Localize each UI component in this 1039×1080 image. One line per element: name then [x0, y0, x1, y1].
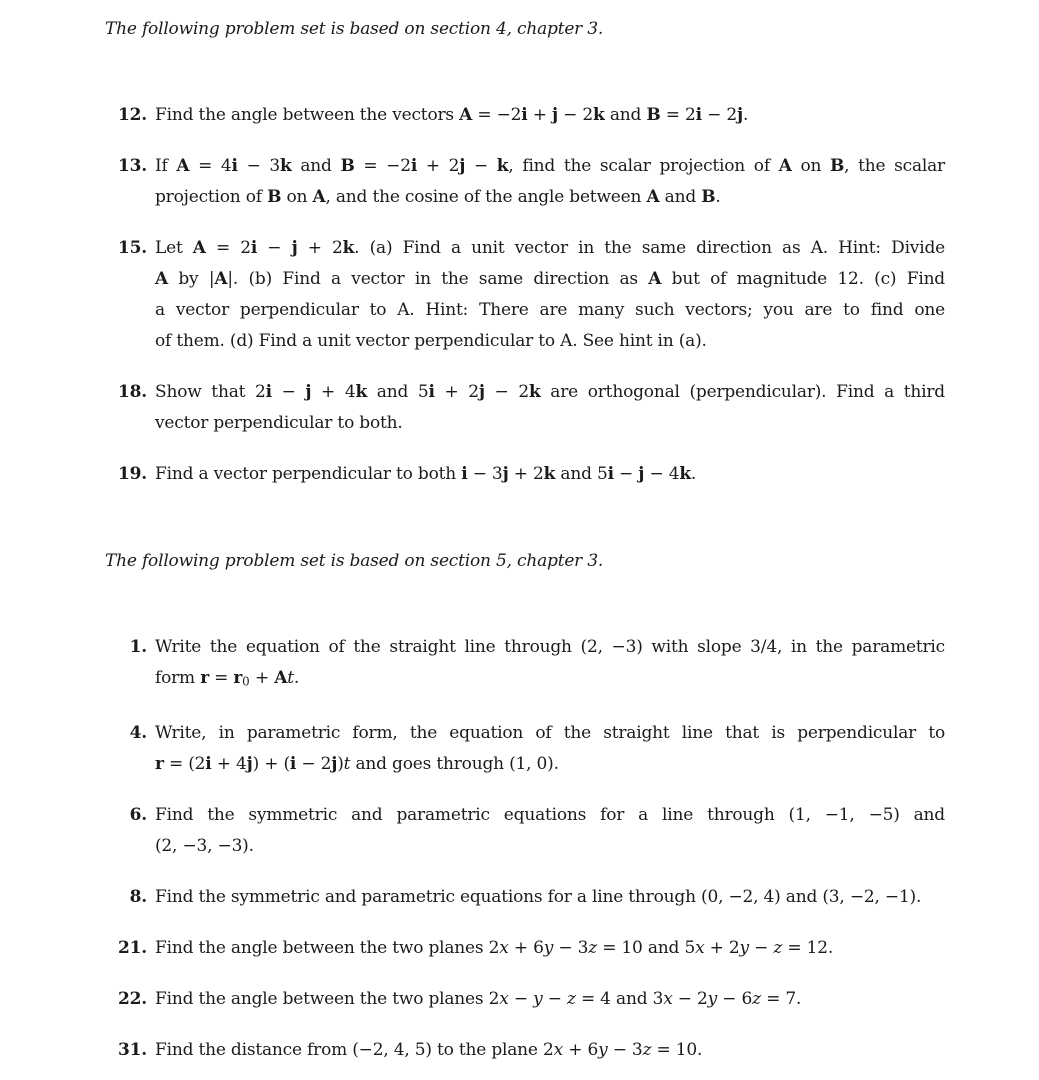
vector-symbol: k: [543, 464, 556, 484]
vector-symbol: A: [176, 156, 190, 176]
text-line: [155, 882, 945, 913]
problem-number: 1.: [129, 637, 147, 657]
text-run: and: [604, 105, 647, 125]
text-run: on: [281, 187, 313, 207]
problem-item: [105, 233, 995, 357]
problem-text: [155, 882, 945, 913]
text-run: =: [208, 668, 234, 688]
text-run: .: [742, 105, 749, 125]
problem-item: [105, 800, 995, 862]
text-run: Find the angle between the vectors: [155, 105, 460, 125]
problem-text: [155, 718, 945, 780]
text-line: [155, 100, 945, 131]
vector-symbol: k: [355, 382, 368, 402]
text-run: = 10 and 5: [596, 937, 696, 958]
text-run: = 7.: [760, 988, 802, 1009]
problem-number: 13.: [118, 156, 147, 176]
text-run: on: [791, 156, 830, 176]
vector-symbol: A: [312, 187, 326, 207]
vector-symbol: j: [246, 753, 253, 774]
problem-text: [155, 1035, 945, 1066]
text-run: Find the distance from (−2, 4, 5) to the plane 2: [155, 1039, 554, 1060]
text-run: + 6: [508, 937, 544, 958]
text-line: [155, 1035, 945, 1066]
text-run: +: [249, 668, 275, 688]
text-run: vector perpendicular to both.: [155, 413, 403, 433]
text-run: and 5: [367, 382, 429, 402]
text-run: = −2: [354, 156, 411, 176]
vector-symbol: j: [502, 464, 509, 484]
text-run: −: [613, 464, 639, 484]
math-variable: x: [695, 937, 705, 958]
vector-symbol: i: [265, 382, 272, 402]
text-line: [155, 377, 945, 408]
text-run: and: [291, 156, 341, 176]
math-variable: z: [752, 988, 761, 1009]
problem-item: [105, 1035, 995, 1066]
text-run: − 6: [717, 988, 753, 1009]
text-line: [155, 408, 945, 439]
vector-symbol: k: [496, 156, 509, 176]
text-run: − 3: [467, 464, 503, 484]
problem-text: [155, 800, 945, 862]
text-run: Find the angle between the two planes 2: [155, 988, 500, 1009]
problem-item: [105, 100, 995, 131]
text-run: .: [715, 187, 721, 207]
vector-symbol: i: [205, 753, 212, 774]
text-run: and goes through (1, 0).: [350, 753, 559, 774]
vector-symbol: i: [461, 464, 468, 484]
math-variable: x: [499, 988, 509, 1009]
vector-symbol: k: [279, 156, 292, 176]
text-run: = 2: [205, 238, 251, 258]
text-run: and: [659, 187, 702, 207]
text-run: + 2: [434, 382, 479, 402]
text-run: Find the angle between the two planes 2: [155, 937, 500, 958]
math-variable: x: [663, 988, 673, 1009]
text-run: . (a) Find a unit vector in the same direction as A. Hint: Divide: [354, 238, 945, 258]
text-run: = −2: [472, 105, 522, 125]
vector-symbol: r: [200, 668, 209, 688]
text-run: = 10.: [651, 1039, 703, 1060]
section-header: The following problem set is based on section 4, chapter 3.: [105, 19, 604, 39]
subscript: 0: [242, 674, 250, 689]
text-run: − 2: [484, 382, 529, 402]
text-run: .: [293, 668, 300, 688]
text-run: + 2: [508, 464, 544, 484]
text-run: − 3: [553, 937, 589, 958]
problem-text: [155, 100, 945, 131]
text-line: [155, 233, 945, 264]
vector-symbol: A: [646, 187, 660, 207]
math-variable: z: [642, 1039, 652, 1060]
text-run: + 2: [417, 156, 460, 176]
vector-symbol: k: [679, 464, 691, 484]
text-run: Find the symmetric and parametric equations for a line through (1, −1, −5) and: [155, 804, 945, 825]
problem-item: [105, 632, 995, 698]
problem-number: 19.: [118, 464, 147, 484]
text-run: −: [748, 937, 774, 958]
text-run: by |: [168, 269, 215, 289]
text-line: [155, 326, 945, 357]
text-line: [155, 632, 945, 663]
vector-symbol: i: [607, 464, 614, 484]
text-run: + 6: [563, 1039, 599, 1060]
text-run: ) + (: [252, 753, 290, 774]
vector-symbol: B: [646, 105, 661, 125]
math-variable: z: [773, 937, 783, 958]
problem-number: 18.: [118, 382, 147, 402]
math-variable: y: [598, 1039, 608, 1060]
math-variable: t: [287, 668, 294, 688]
problem-text: [155, 984, 945, 1015]
text-run: form: [155, 668, 201, 688]
text-run: Write, in parametric form, the equation of the straight line that is perpendicular to: [155, 722, 945, 743]
text-run: − 2: [296, 753, 332, 774]
math-variable: x: [553, 1039, 563, 1060]
text-run: Let: [155, 238, 193, 258]
problem-text: [155, 151, 945, 213]
text-run: = 4 and 3: [575, 988, 664, 1009]
text-line: [155, 264, 945, 295]
text-run: = 12.: [782, 937, 834, 958]
text-run: , find the scalar projection of: [508, 156, 779, 176]
text-run: − 3: [237, 156, 280, 176]
vector-symbol: k: [342, 238, 355, 258]
text-run: −: [271, 382, 306, 402]
vector-symbol: B: [701, 187, 716, 207]
text-line: [155, 933, 945, 964]
problem-text: [155, 233, 945, 357]
text-run: are orthogonal (perpendicular). Find a third: [540, 382, 945, 402]
vector-symbol: r: [155, 753, 164, 774]
vector-symbol: j: [736, 105, 743, 125]
problem-item: [105, 151, 995, 213]
vector-symbol: i: [231, 156, 238, 176]
text-line: [155, 718, 945, 749]
text-line: [155, 182, 945, 213]
math-variable: y: [533, 988, 543, 1009]
text-line: [155, 831, 945, 862]
vector-symbol: j: [478, 382, 485, 402]
problem-item: [105, 933, 995, 964]
problem-number: 22.: [118, 988, 147, 1009]
problem-item: [105, 984, 995, 1015]
vector-symbol: k: [528, 382, 541, 402]
text-run: Write the equation of the straight line through (2, −3) with slope 3/4, in the parametric: [155, 637, 945, 657]
text-run: − 4: [644, 464, 680, 484]
text-run: Find the symmetric and parametric equations for a line through (0, −2, 4) and (3, −2, −1).: [155, 886, 922, 907]
math-variable: y: [739, 937, 749, 958]
text-run: − 3: [607, 1039, 643, 1060]
vector-symbol: B: [829, 156, 845, 176]
math-variable: z: [566, 988, 576, 1009]
text-line: [155, 663, 945, 698]
problem-number: 15.: [118, 238, 147, 258]
vector-symbol: B: [340, 156, 355, 176]
text-run: but of magnitude 12. (c) Find: [661, 269, 945, 289]
math-variable: y: [543, 937, 554, 958]
vector-symbol: A: [778, 156, 792, 176]
vector-symbol: j: [551, 105, 558, 125]
math-variable: z: [588, 937, 597, 958]
problem-number: 6.: [129, 804, 147, 825]
text-line: [155, 984, 945, 1015]
text-run: (2, −3, −3).: [155, 835, 254, 856]
text-run: projection of: [155, 187, 268, 207]
text-run: .: [690, 464, 697, 484]
vector-symbol: k: [593, 105, 605, 125]
text-run: + 4: [211, 753, 247, 774]
problem-item: [105, 718, 995, 780]
text-run: + 2: [297, 238, 343, 258]
text-run: = 4: [189, 156, 232, 176]
vector-symbol: i: [695, 105, 702, 125]
text-run: −: [542, 988, 567, 1009]
vector-symbol: j: [305, 382, 312, 402]
problem-number: 4.: [129, 722, 147, 743]
text-run: − 2: [701, 105, 737, 125]
math-variable: y: [707, 988, 718, 1009]
math-variable: x: [499, 937, 509, 958]
problem-text: [155, 377, 945, 439]
text-run: a vector perpendicular to A. Hint: There are many such vectors; you are to find one: [155, 300, 945, 320]
problem-number: 31.: [118, 1039, 147, 1060]
vector-symbol: i: [289, 753, 297, 774]
problem-item: [105, 882, 995, 913]
problem-item: [105, 459, 995, 490]
text-line: [155, 295, 945, 326]
vector-symbol: i: [428, 382, 435, 402]
text-run: ): [337, 753, 344, 774]
text-line: [155, 459, 945, 490]
problem-number: 12.: [118, 105, 147, 125]
text-line: [155, 749, 945, 780]
section-header: The following problem set is based on section 5, chapter 3.: [105, 551, 604, 571]
math-variable: t: [343, 753, 351, 774]
vector-symbol: A: [192, 238, 206, 258]
text-run: + 4: [311, 382, 356, 402]
problem-text: [155, 933, 945, 964]
text-run: and 5: [555, 464, 608, 484]
vector-symbol: A: [648, 269, 662, 289]
vector-symbol: A: [155, 269, 168, 289]
vector-symbol: A: [459, 105, 473, 125]
vector-symbol: i: [521, 105, 528, 125]
vector-symbol: j: [459, 156, 466, 176]
problem-text: [155, 459, 945, 490]
text-line: [155, 800, 945, 831]
vector-symbol: j: [331, 753, 338, 774]
problem-number: 21.: [118, 937, 147, 958]
text-run: + 2: [704, 937, 740, 958]
problem-number: 8.: [129, 886, 147, 907]
vector-symbol: i: [250, 238, 258, 258]
problem-item: [105, 377, 995, 439]
vector-symbol: r: [233, 668, 243, 688]
text-run: −: [257, 238, 292, 258]
text-run: |. (b) Find a vector in the same direction as: [227, 269, 649, 289]
text-run: Show that 2: [155, 382, 266, 402]
text-run: − 2: [672, 988, 708, 1009]
vector-symbol: j: [291, 238, 298, 258]
text-run: +: [527, 105, 552, 125]
text-run: = (2: [163, 753, 206, 774]
text-run: If: [155, 156, 177, 176]
text-run: , and the cosine of the angle between: [325, 187, 647, 207]
vector-symbol: B: [267, 187, 282, 207]
text-run: of them. (d) Find a unit vector perpendicular to A. See hint in (a).: [155, 331, 707, 351]
vector-symbol: A: [274, 668, 288, 688]
text-run: −: [465, 156, 497, 176]
text-run: Find a vector perpendicular to both: [155, 464, 462, 484]
text-run: = 2: [660, 105, 696, 125]
vector-symbol: i: [410, 156, 418, 176]
vector-symbol: A: [214, 269, 228, 289]
text-run: , the scalar: [844, 156, 945, 176]
vector-symbol: j: [638, 464, 645, 484]
text-line: [155, 151, 945, 182]
text-run: −: [508, 988, 534, 1009]
problem-text: [155, 632, 945, 698]
text-run: − 2: [557, 105, 594, 125]
